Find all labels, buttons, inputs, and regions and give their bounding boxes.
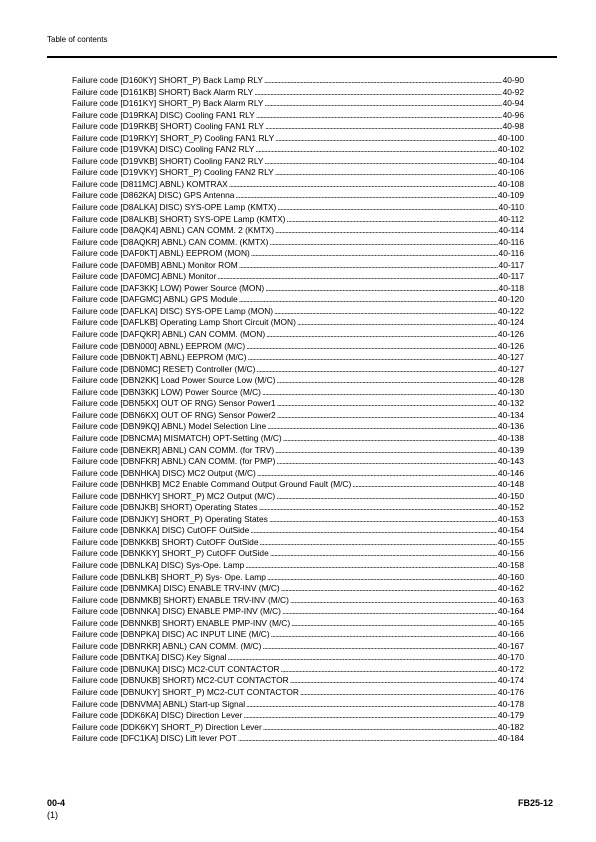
- toc-entry[interactable]: [72, 225, 524, 237]
- toc-entry-title: Failure code [DAF0MC] ABNL) Monitor: [72, 271, 217, 282]
- toc-dot-leader: [228, 652, 497, 664]
- header-rule: [47, 56, 557, 58]
- toc-entry-title: Failure code [DBNPKA] DISC) AC INPUT LINE (M/C): [72, 629, 270, 640]
- toc-entry-title: Failure code [DAFLKA] DISC) SYS-OPE Lamp (MON): [72, 305, 274, 316]
- toc-dot-leader: [291, 618, 497, 630]
- toc-entry-page: 40-170: [497, 652, 524, 663]
- toc-entry-page: 40-109: [497, 190, 524, 201]
- toc-entry-title: Failure code [DBNKKY] SHORT_P) CutOFF OutSide: [72, 548, 269, 559]
- toc-entry-page: 40-94: [502, 98, 524, 109]
- toc-entry-page: 40-165: [497, 617, 524, 628]
- toc-dot-leader: [245, 560, 497, 572]
- toc-entry[interactable]: [72, 133, 524, 145]
- toc-dot-leader: [264, 98, 501, 110]
- toc-entry-title: Failure code [D19RKY] SHORT_P) Cooling FAN1 RLY: [72, 132, 275, 143]
- footer-revision: (1): [47, 810, 58, 820]
- toc-entry[interactable]: [72, 421, 524, 433]
- toc-entry-page: 40-178: [497, 698, 524, 709]
- toc-dot-leader: [277, 410, 497, 422]
- toc-entry-page: 40-117: [498, 259, 524, 270]
- toc-entry-page: 40-174: [497, 675, 524, 686]
- toc-entry-title: Failure code [DBNMKB] SHORT) ENABLE TRV-INV (M/C): [72, 594, 289, 605]
- toc-entry[interactable]: [72, 156, 524, 168]
- toc-entry[interactable]: [72, 733, 524, 745]
- toc-entry-page: 40-112: [498, 213, 524, 224]
- toc-entry-title: Failure code [DBNUKA] DISC) MC2-CUT CONTACTOR: [72, 663, 280, 674]
- toc-entry-title: Failure code [D19RKA] DISC) Cooling FAN1 RLY: [72, 109, 255, 120]
- toc-entry[interactable]: [72, 629, 524, 641]
- toc-entry-page: 40-118: [498, 282, 524, 293]
- toc-entry[interactable]: [72, 144, 524, 156]
- toc-dot-leader: [277, 202, 497, 214]
- toc-dot-leader: [269, 514, 497, 526]
- toc-entry-page: 40-108: [497, 178, 524, 189]
- toc-entry-page: 40-156: [497, 548, 524, 559]
- toc-entry[interactable]: [72, 641, 524, 653]
- toc-dot-leader: [275, 445, 497, 457]
- toc-entry-title: Failure code [D19VKY] SHORT_P) Cooling FAN2 RLY: [72, 167, 274, 178]
- toc-entry-title: Failure code [DAFGMC] ABNL) GPS Module: [72, 294, 238, 305]
- toc-dot-leader: [243, 710, 497, 722]
- toc-entry-title: Failure code [DBN2KK] Load Power Source Low (M/C): [72, 375, 276, 386]
- toc-entry-title: Failure code [D161KY] SHORT_P) Back Alarm RLY: [72, 98, 264, 109]
- toc-entry[interactable]: [72, 260, 524, 272]
- toc-entry[interactable]: [72, 502, 524, 514]
- toc-entry-page: 40-130: [497, 386, 524, 397]
- toc-entry[interactable]: [72, 364, 524, 376]
- toc-entry-title: Failure code [DBNKKA] DISC) CutOFF OutSide: [72, 525, 250, 536]
- toc-entry[interactable]: [72, 121, 524, 133]
- toc-entry[interactable]: [72, 560, 524, 572]
- toc-entry[interactable]: [72, 722, 524, 734]
- toc-dot-leader: [246, 341, 497, 353]
- toc-entry-page: 40-164: [497, 606, 524, 617]
- toc-entry-title: Failure code [D161KB] SHORT) Back Alarm RLY: [72, 86, 254, 97]
- toc-dot-leader: [246, 699, 497, 711]
- toc-entry-title: Failure code [DBNJKY] SHORT_P) Operating States: [72, 513, 268, 524]
- toc-dot-leader: [290, 675, 497, 687]
- toc-dot-leader: [276, 491, 497, 503]
- toc-entry[interactable]: [72, 445, 524, 457]
- toc-dot-leader: [229, 179, 497, 191]
- toc-entry[interactable]: [72, 110, 524, 122]
- toc-dot-leader: [256, 110, 502, 122]
- toc-entry-page: 40-162: [497, 583, 524, 594]
- toc-dot-leader: [254, 87, 501, 99]
- toc-dot-leader: [270, 548, 497, 560]
- toc-entry-title: Failure code [D160KY] SHORT_P) Back Lamp RLY: [72, 75, 264, 85]
- toc-dot-leader: [265, 283, 497, 295]
- toc-entry-title: Failure code [DBN0MC] RESET) Controller (M/C): [72, 363, 256, 374]
- toc-entry-page: 40-117: [498, 271, 524, 282]
- toc-dot-leader: [239, 294, 497, 306]
- toc-entry[interactable]: [72, 664, 524, 676]
- toc-entry-page: 40-124: [497, 317, 524, 328]
- toc-entry-page: 40-150: [497, 490, 524, 501]
- toc-dot-leader: [271, 629, 497, 641]
- toc-dot-leader: [266, 329, 497, 341]
- toc-dot-leader: [297, 317, 497, 329]
- toc-entry[interactable]: [72, 398, 524, 410]
- toc-entry-title: Failure code [DBN5KX] OUT OF RNG) Sensor Power1: [72, 398, 276, 409]
- toc-entry-page: 40-138: [497, 432, 524, 443]
- toc-entry[interactable]: [72, 294, 524, 306]
- toc-entry-title: Failure code [D8AQK4] ABNL) CAN COMM. 2 (KMTX): [72, 225, 274, 236]
- toc-dot-leader: [259, 537, 496, 549]
- table-of-contents-list: [72, 75, 524, 745]
- toc-entry[interactable]: [72, 271, 524, 283]
- toc-entry-page: 40-122: [497, 305, 524, 316]
- toc-dot-leader: [290, 595, 497, 607]
- toc-entry-page: 40-126: [497, 329, 524, 340]
- toc-dot-leader: [262, 641, 497, 653]
- toc-entry-title: Failure code [DAFQKR] ABNL) CAN COMM. (MON): [72, 329, 266, 340]
- toc-entry-title: Failure code [DBNNKA] DISC) ENABLE PMP-INV (M/C): [72, 606, 281, 617]
- toc-entry[interactable]: [72, 652, 524, 664]
- toc-entry[interactable]: [72, 167, 524, 179]
- toc-entry-title: Failure code [DBNKKB] SHORT) CutOFF OutSide: [72, 536, 259, 547]
- toc-entry-page: 40-139: [497, 444, 524, 455]
- toc-entry[interactable]: [72, 352, 524, 364]
- toc-dot-leader: [267, 572, 497, 584]
- toc-entry[interactable]: [72, 525, 524, 537]
- toc-entry[interactable]: [72, 583, 524, 595]
- toc-dot-leader: [275, 225, 498, 237]
- toc-entry-page: 40-116: [498, 236, 524, 247]
- toc-dot-leader: [255, 144, 497, 156]
- toc-dot-leader: [264, 75, 502, 87]
- toc-entry-page: 40-127: [497, 352, 524, 363]
- toc-entry[interactable]: [72, 237, 524, 249]
- toc-entry-page: 40-143: [497, 456, 524, 467]
- toc-dot-leader: [281, 583, 497, 595]
- toc-entry-page: 40-120: [497, 294, 524, 305]
- toc-entry-page: 40-146: [497, 467, 524, 478]
- toc-entry-title: Failure code [D811MC] ABNL) KOMTRAX: [72, 178, 228, 189]
- toc-entry-title: Failure code [DBNUKY] SHORT_P) MC2-CUT CONTACTOR: [72, 686, 299, 697]
- toc-dot-leader: [300, 687, 497, 699]
- toc-entry-page: 40-136: [497, 421, 524, 432]
- toc-entry-title: Failure code [DBNLKB] SHORT_P) Sys- Ope. Lamp: [72, 571, 266, 582]
- toc-dot-leader: [264, 156, 496, 168]
- toc-entry-title: Failure code [DDK6KA] DISC) Direction Lever: [72, 710, 243, 721]
- toc-entry[interactable]: [72, 548, 524, 560]
- toc-entry-title: Failure code [DDK6KY] SHORT_P) Direction Lever: [72, 721, 262, 732]
- toc-entry-title: Failure code [DBNNKB] SHORT) ENABLE PMP-INV (M/C): [72, 617, 291, 628]
- toc-entry-page: 40-102: [497, 144, 524, 155]
- toc-entry-title: Failure code [DBNFKR] ABNL) CAN COMM. (for PMP): [72, 456, 276, 467]
- toc-entry[interactable]: [72, 595, 524, 607]
- toc-entry-title: Failure code [DBNHKY] SHORT_P) MC2 Output (M/C): [72, 490, 276, 501]
- toc-dot-leader: [275, 167, 497, 179]
- toc-entry-page: 40-176: [497, 686, 524, 697]
- toc-entry-title: Failure code [D19VKB] SHORT) Cooling FAN2 RLY: [72, 155, 264, 166]
- toc-entry[interactable]: [72, 433, 524, 445]
- toc-entry-title: Failure code [D8ALKA] DISC) SYS-OPE Lamp (KMTX): [72, 202, 277, 213]
- toc-dot-leader: [263, 722, 497, 734]
- header-title: Table of contents: [47, 35, 108, 44]
- toc-entry-page: 40-155: [497, 536, 524, 547]
- toc-dot-leader: [275, 133, 497, 145]
- toc-entry-page: 40-104: [497, 155, 524, 166]
- toc-entry-title: Failure code [DBNLKA] DISC) Sys-Ope. Lamp: [72, 559, 245, 570]
- toc-entry-title: Failure code [DBNJKB] SHORT) Operating States: [72, 502, 258, 513]
- toc-entry[interactable]: [72, 572, 524, 584]
- toc-dot-leader: [256, 364, 497, 376]
- toc-entry-title: Failure code [D19RKB] SHORT) Cooling FAN1 RLY: [72, 121, 264, 132]
- toc-entry-page: 40-148: [497, 479, 524, 490]
- toc-dot-leader: [277, 398, 497, 410]
- toc-entry-title: Failure code [D19VKA] DISC) Cooling FAN2 RLY: [72, 144, 255, 155]
- toc-entry-page: 40-163: [497, 594, 524, 605]
- toc-entry-page: 40-114: [498, 225, 524, 236]
- toc-entry-page: 40-96: [502, 109, 524, 120]
- toc-entry[interactable]: [72, 537, 524, 549]
- toc-entry-page: 40-172: [497, 663, 524, 674]
- toc-entry-page: 40-116: [498, 248, 524, 259]
- toc-entry[interactable]: [72, 468, 524, 480]
- toc-dot-leader: [257, 468, 497, 480]
- toc-entry[interactable]: [72, 190, 524, 202]
- toc-entry-page: 40-153: [497, 513, 524, 524]
- toc-entry-title: Failure code [DBN000] ABNL) EEPROM (M/C): [72, 340, 246, 351]
- toc-entry[interactable]: [72, 387, 524, 399]
- toc-dot-leader: [250, 525, 497, 537]
- toc-entry[interactable]: [72, 341, 524, 353]
- toc-entry-page: 40-92: [502, 86, 524, 97]
- toc-dot-leader: [283, 433, 497, 445]
- toc-entry[interactable]: [72, 675, 524, 687]
- toc-entry-title: Failure code [DBNVMA] ABNL) Start-up Signal: [72, 698, 246, 709]
- toc-dot-leader: [267, 421, 497, 433]
- toc-entry[interactable]: [72, 514, 524, 526]
- toc-entry-title: Failure code [DBNTKA] DISC) Key Signal: [72, 652, 227, 663]
- toc-entry-page: 40-128: [497, 375, 524, 386]
- toc-entry-page: 40-166: [497, 629, 524, 640]
- toc-entry[interactable]: [72, 329, 524, 341]
- toc-entry-title: Failure code [DBNUKB] SHORT) MC2-CUT CONTACTOR: [72, 675, 289, 686]
- toc-dot-leader: [274, 306, 497, 318]
- toc-entry-title: Failure code [DBN0KT] ABNL) EEPROM (M/C): [72, 352, 247, 363]
- toc-dot-leader: [286, 214, 497, 226]
- toc-entry[interactable]: [72, 317, 524, 329]
- toc-entry-page: 40-127: [497, 363, 524, 374]
- toc-entry[interactable]: [72, 410, 524, 422]
- toc-entry[interactable]: [72, 75, 524, 87]
- toc-entry-title: Failure code [D8ALKB] SHORT) SYS-OPE Lamp (KMTX): [72, 213, 286, 224]
- toc-entry-page: 40-152: [497, 502, 524, 513]
- toc-entry[interactable]: [72, 202, 524, 214]
- toc-dot-leader: [276, 456, 497, 468]
- toc-entry-title: Failure code [DBN9KQ] ABNL) Model Selection Line: [72, 421, 267, 432]
- toc-entry-page: 40-110: [498, 202, 524, 213]
- toc-entry-title: Failure code [DBNRKR] ABNL) CAN COMM. (M/C): [72, 640, 262, 651]
- toc-entry-title: Failure code [DBNHKA] DISC) MC2 Output (M/C): [72, 467, 256, 478]
- toc-entry-title: Failure code [DAF0MB] ABNL) Monitor ROM: [72, 259, 238, 270]
- toc-entry-page: 40-126: [497, 340, 524, 351]
- toc-entry[interactable]: [72, 618, 524, 630]
- toc-dot-leader: [239, 260, 498, 272]
- toc-entry-title: Failure code [DAF3KK] LOW) Power Source (MON): [72, 282, 265, 293]
- toc-entry[interactable]: [72, 283, 524, 295]
- toc-entry[interactable]: [72, 710, 524, 722]
- toc-dot-leader: [262, 387, 497, 399]
- toc-dot-leader: [352, 479, 497, 491]
- toc-entry-title: Failure code [DAFLKB] Operating Lamp Short Circuit (MON): [72, 317, 296, 328]
- toc-entry[interactable]: [72, 479, 524, 491]
- toc-entry-title: Failure code [DAF0KT] ABNL) EEPROM (MON): [72, 248, 250, 259]
- toc-dot-leader: [282, 606, 497, 618]
- toc-entry-title: Failure code [DBNMKA] DISC) ENABLE TRV-INV (M/C): [72, 583, 280, 594]
- toc-entry-title: Failure code [DBN6KX] OUT OF RNG) Sensor Power2: [72, 409, 276, 420]
- toc-entry-page: 40-184: [497, 733, 524, 744]
- toc-entry-title: Failure code [DBNEKR] ABNL) CAN COMM. (for TRV): [72, 444, 275, 455]
- toc-entry-page: 40-106: [497, 167, 524, 178]
- footer-page-number: 00-4: [47, 798, 66, 808]
- toc-entry-title: Failure code [DBNHKB] MC2 Enable Command Output Ground Fault (M/C): [72, 479, 352, 490]
- toc-entry[interactable]: [72, 375, 524, 387]
- toc-entry[interactable]: [72, 248, 524, 260]
- toc-entry-page: 40-154: [497, 525, 524, 536]
- toc-dot-leader: [238, 733, 497, 745]
- toc-entry[interactable]: [72, 98, 524, 110]
- toc-dot-leader: [235, 190, 496, 202]
- toc-dot-leader: [276, 375, 497, 387]
- toc-entry-title: Failure code [DBN3KK] LOW) Power Source (M/C): [72, 386, 261, 397]
- toc-dot-leader: [269, 237, 497, 249]
- toc-entry-title: Failure code [DBNCMA] MISMATCH) OPT-Setting (M/C): [72, 432, 282, 443]
- toc-entry[interactable]: [72, 456, 524, 468]
- toc-entry-title: Failure code [D862KA] DISC) GPS Antenna: [72, 190, 235, 201]
- toc-entry-page: 40-100: [497, 132, 524, 143]
- toc-entry-page: 40-167: [497, 640, 524, 651]
- toc-entry-page: 40-158: [497, 559, 524, 570]
- toc-dot-leader: [259, 502, 497, 514]
- toc-entry[interactable]: [72, 491, 524, 503]
- toc-entry[interactable]: [72, 699, 524, 711]
- toc-dot-leader: [248, 352, 497, 364]
- footer-model: FB25-12: [517, 798, 553, 808]
- toc-entry-page: 40-182: [497, 721, 524, 732]
- toc-entry[interactable]: [72, 306, 524, 318]
- toc-entry[interactable]: [72, 606, 524, 618]
- toc-dot-leader: [217, 271, 497, 283]
- toc-entry[interactable]: [72, 214, 524, 226]
- toc-entry-page: 40-179: [497, 710, 524, 721]
- toc-dot-leader: [265, 121, 502, 133]
- toc-entry-page: 40-90: [502, 75, 524, 85]
- toc-entry-page: 40-132: [497, 398, 524, 409]
- toc-dot-leader: [281, 664, 497, 676]
- toc-entry[interactable]: [72, 687, 524, 699]
- toc-entry-title: Failure code [DFC1KA] DISC) Lift lever POT: [72, 733, 237, 744]
- toc-entry-page: 40-98: [502, 121, 524, 132]
- toc-entry[interactable]: [72, 87, 524, 99]
- toc-entry-title: Failure code [D8AQKR] ABNL) CAN COMM. (KMTX): [72, 236, 269, 247]
- toc-entry-page: 40-160: [497, 571, 524, 582]
- toc-entry[interactable]: [72, 179, 524, 191]
- toc-dot-leader: [251, 248, 498, 260]
- toc-entry-page: 40-134: [497, 409, 524, 420]
